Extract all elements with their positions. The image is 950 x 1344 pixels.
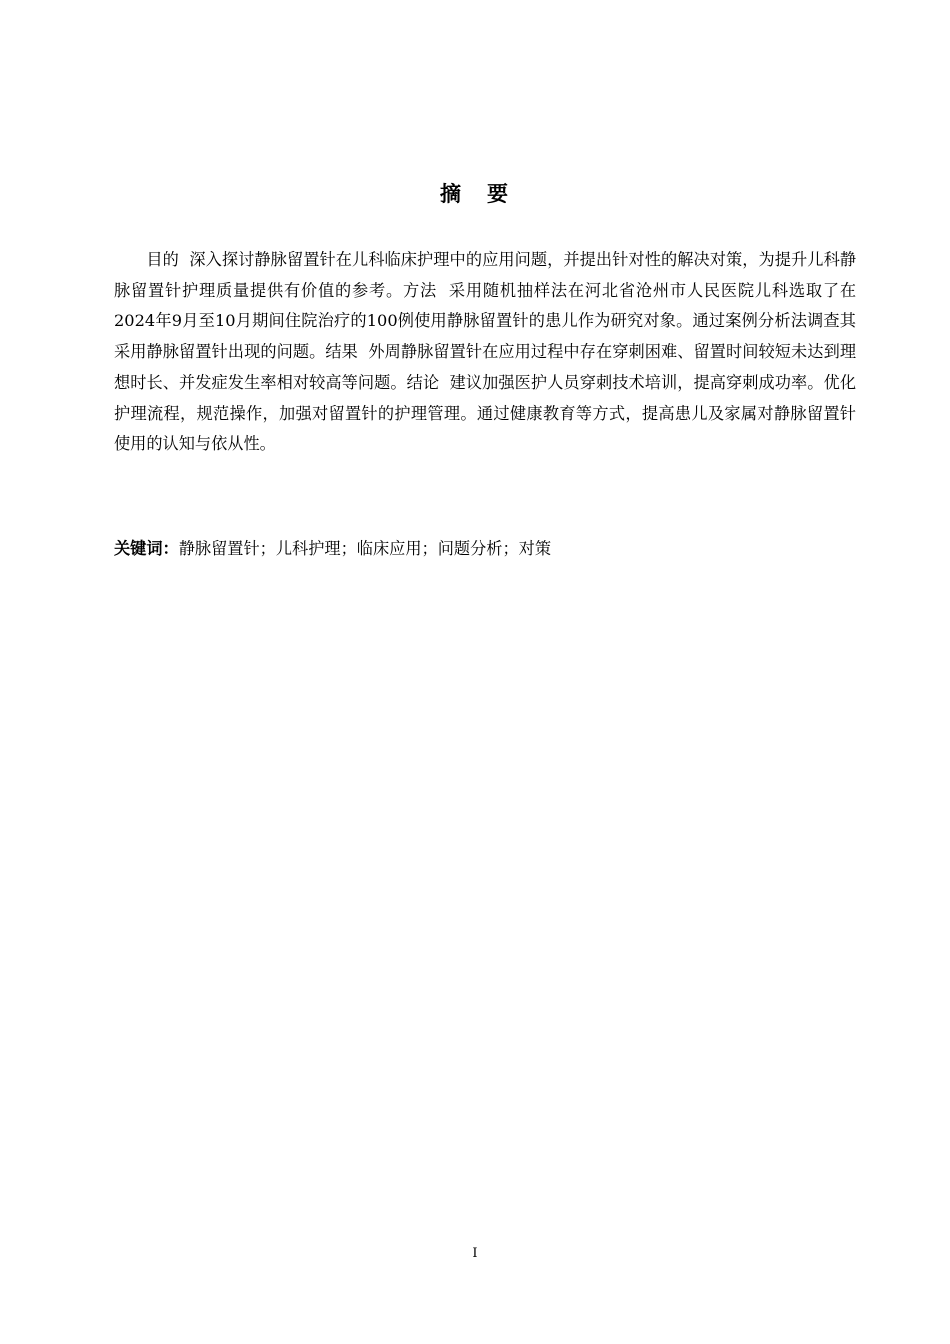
- title-char-1: 摘: [440, 182, 463, 206]
- result-label: 结果: [325, 342, 358, 362]
- method-text: 采用随机抽样法在河北省沧州市人民医院儿科选取了在2024年9月至10月期间住院治疗的100例使用静脉留置针的患儿作为研究对象。通过案例分析法调查其采用静脉留置针出现的问题。: [114, 280, 857, 362]
- title-char-2: 要: [487, 182, 510, 206]
- keywords-text: 静脉留置针；儿科护理；临床应用；问题分析；对策: [178, 539, 552, 558]
- purpose-text: 深入探讨静脉留置针在儿科临床护理中的应用问题，并提出针对性的解决对策，为提升儿科静脉留置针护理质量提供有价值的参考。: [114, 250, 857, 300]
- purpose-label: 目的: [146, 250, 179, 269]
- method-label: 方法: [402, 280, 437, 300]
- page-title: [0, 178, 950, 208]
- conclusion-label: 结论: [406, 372, 440, 392]
- abstract-body: [114, 245, 856, 460]
- keywords-label: 关键词：: [114, 539, 179, 558]
- keywords-line: [114, 534, 856, 564]
- result-text: 外周静脉留置针在应用过程中存在穿刺困难、留置时间较短未达到理想时长、并发症发生率相对较高等问题。: [114, 342, 857, 392]
- page-number: I: [472, 1246, 478, 1261]
- conclusion-text: 建议加强医护人员穿刺技术培训，提高穿刺成功率。优化护理流程，规范操作，加强对留置针的护理管理。通过健康教育等方式，提高患儿及家属对静脉留置针使用的认知与依从性。: [114, 372, 857, 454]
